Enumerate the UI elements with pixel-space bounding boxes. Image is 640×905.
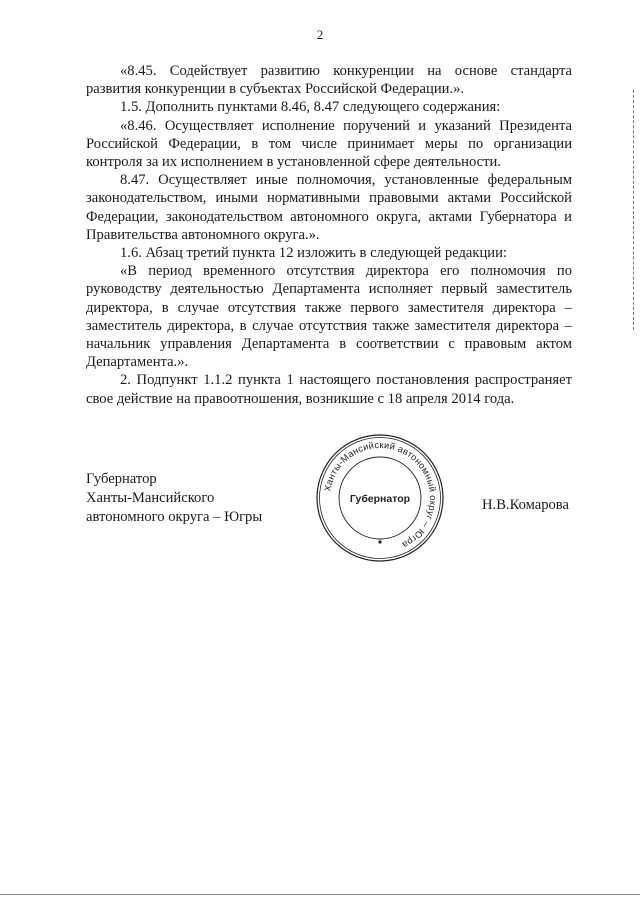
paragraph-quote-12: «В период временного отсутствия директора его полномочия по руководству деятельностью Департамента исполняет первый заместитель директора, в случае отсутствия также первого заместителя директора – заместитель директора, в случае отсутствия также заместителя директора – начальник управления Департамента в соответствии с правовым актом Департамента.». (86, 263, 572, 371)
paragraph-1-6: 1.6. Абзац третий пункта 12 изложить в следующей редакции: (120, 245, 507, 262)
official-seal (314, 432, 446, 564)
paragraph-1-5: 1.5. Дополнить пунктами 8.46, 8.47 следующего содержания: (120, 99, 501, 116)
seal-ring-text: Ханты-Мансийский автономный округ – Югра (322, 439, 439, 551)
scan-edge-mark (631, 90, 634, 330)
page-number: 2 (316, 27, 324, 42)
seal-center-text: Губернатор (349, 493, 411, 505)
signatory-position-line: Ханты-Мансийского (86, 490, 215, 506)
paragraph-8-45: «8.45. Содействует развитию конкуренции на основе стандарта развития конкуренции в субъектах Российской Федерации.». (86, 63, 572, 98)
signatory-name: Н.В.Комарова (482, 497, 569, 513)
paragraph-8-47: 8.47. Осуществляет иные полномочия, установленные федеральным законодательством, иными нормативными правовыми актами Российской Федерации, законодательством автономного округа, актами Губернатора и Правительства автономного округа.». (86, 172, 572, 243)
signatory-position-line: автономного округа – Югры (86, 509, 263, 525)
document-body (86, 62, 572, 408)
signatory-position (86, 470, 262, 527)
scan-edge-line (0, 894, 640, 895)
signatory-position-line: Губернатор (86, 471, 157, 487)
paragraph-2: 2. Подпункт 1.1.2 пункта 1 настоящего постановления распространяет свое действие на правоотношения, возникшие с 18 апреля 2014 года. (86, 372, 572, 407)
paragraph-8-46: «8.46. Осуществляет исполнение поручений и указаний Президента Российской Федерации, в том числе принимает меры по организации контроля за их исполнением в установленной сфере деятельности. (86, 117, 572, 171)
